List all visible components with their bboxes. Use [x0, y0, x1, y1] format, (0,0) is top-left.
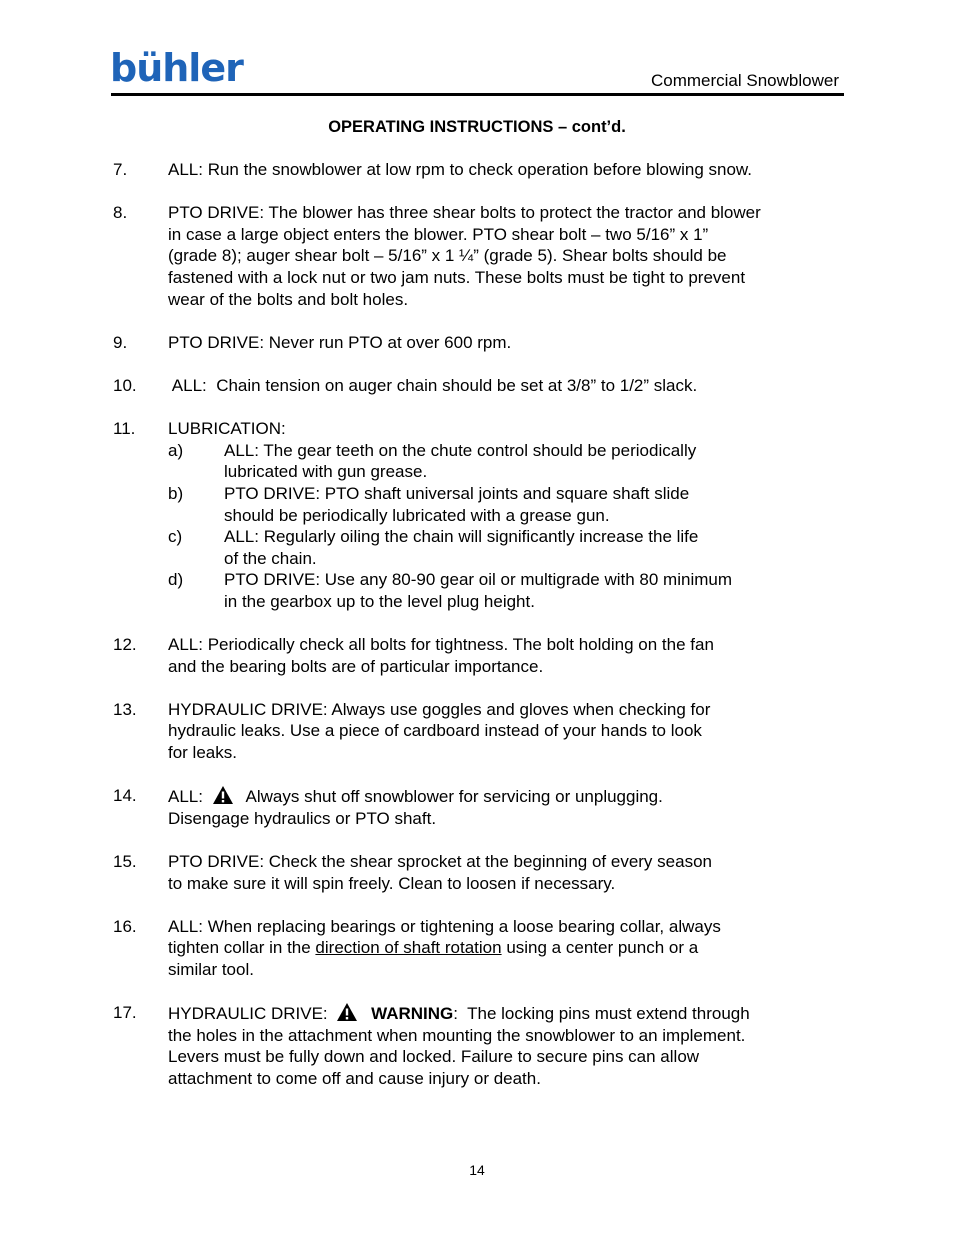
list-item-7 — [113, 159, 853, 181]
sub-item-line: in the gearbox up to the level plug height. — [224, 591, 535, 611]
sub-item-letter: a) — [168, 440, 184, 460]
item-prefix: ALL: — [168, 787, 203, 807]
item-text-line: wear of the bolts and bolt holes. — [168, 289, 409, 309]
sub-item-line: of the chain. — [224, 548, 317, 568]
item-number: 14. — [113, 786, 137, 806]
list-item-16 — [113, 916, 853, 981]
item-text-line: attachment to come off and cause injury or death. — [168, 1068, 541, 1088]
list-item-8 — [113, 202, 853, 310]
item-text: Always shut off snowblower for servicing or unplugging. — [245, 787, 663, 807]
section-title: OPERATING INSTRUCTIONS – cont’d. — [328, 118, 626, 136]
sub-item-c — [168, 526, 853, 569]
item-number: 17. — [113, 1003, 137, 1023]
item-text: using a center punch or a — [501, 938, 699, 958]
item-text: PTO DRIVE: Never run PTO at over 600 rpm. — [168, 332, 512, 352]
sub-item-letter: b) — [168, 483, 184, 503]
header-rule — [111, 93, 844, 96]
item-text-line: PTO DRIVE: The blower has three shear bolts to protect the tractor and blower — [168, 203, 761, 223]
item-number: 10. — [113, 375, 137, 395]
item-text-line: and the bearing bolts are of particular importance. — [168, 656, 544, 676]
warning-triangle-icon — [212, 785, 234, 805]
list-item-13 — [113, 699, 853, 764]
sub-item-b — [168, 483, 853, 526]
item-text-line — [168, 937, 853, 959]
sub-item-d — [168, 569, 853, 612]
item-text-line: ALL: When replacing bearings or tightening a loose bearing collar, always — [168, 916, 721, 936]
sub-item-line: ALL: Regularly oiling the chain will significantly increase the life — [224, 527, 699, 547]
list-item-12 — [113, 634, 853, 677]
item-text-line: to make sure it will spin freely. Clean to loosen if necessary. — [168, 873, 616, 893]
item-text-line: fastened with a lock nut or two jam nuts. These bolts must be tight to prevent — [168, 267, 746, 287]
item-text: tighten collar in the — [168, 938, 316, 958]
sub-item-letter: c) — [168, 527, 183, 547]
list-item-17 — [113, 1002, 853, 1089]
item-text-line: Levers must be fully down and locked. Failure to secure pins can allow — [168, 1047, 700, 1067]
sub-item-line: lubricated with gun grease. — [224, 462, 428, 482]
warning-label: WARNING — [371, 1004, 454, 1024]
item-text-line: hydraulic leaks. Use a piece of cardboard instead of your hands to look — [168, 721, 702, 741]
item-text-line: PTO DRIVE: Check the shear sprocket at the beginning of every season — [168, 852, 712, 871]
list-item-15 — [113, 851, 853, 894]
item-text: ALL: Run the snowblower at low rpm to check operation before blowing snow. — [168, 160, 752, 179]
sub-item-line: PTO DRIVE: PTO shaft universal joints and square shaft slide — [224, 483, 690, 503]
list-item-9 — [113, 332, 853, 354]
item-number: 12. — [113, 635, 137, 655]
list-item-10 — [113, 375, 853, 397]
list-item-14 — [113, 785, 853, 829]
item-text-line: similar tool. — [168, 959, 254, 979]
sub-item-letter: d) — [168, 570, 184, 590]
item-text-line: HYDRAULIC DRIVE: Always use goggles and gloves when checking for — [168, 699, 711, 719]
item-text-line: for leaks. — [168, 743, 237, 763]
sub-item-a — [168, 440, 853, 483]
item-label: LUBRICATION: — [168, 419, 286, 439]
sub-item-line: PTO DRIVE: Use any 80-90 gear oil or multigrade with 80 minimum — [224, 570, 732, 590]
list-item-11 — [113, 418, 853, 612]
warning-triangle-icon — [336, 1002, 358, 1022]
item-number: 9. — [113, 332, 128, 352]
document-subtitle: Commercial Snowblower — [650, 71, 839, 90]
item-number: 13. — [113, 699, 137, 719]
item-number: 16. — [113, 916, 137, 936]
item-text-line: ALL: Periodically check all bolts for tightness. The bolt holding on the fan — [168, 635, 714, 655]
item-text-line: in case a large object enters the blower. PTO shear bolt – two 5/16” x 1” — [168, 224, 709, 244]
sub-item-line: ALL: The gear teeth on the chute control should be periodically — [224, 440, 697, 460]
item-prefix: HYDRAULIC DRIVE: — [168, 1004, 328, 1024]
item-number: 11. — [113, 419, 136, 439]
item-text-line — [168, 1002, 853, 1025]
item-text-line: the holes in the attachment when mounting the snowblower to an implement. — [168, 1025, 746, 1045]
item-text-line: Disengage hydraulics or PTO shaft. — [168, 808, 437, 828]
item-number: 15. — [113, 852, 137, 871]
item-number: 7. — [113, 160, 128, 179]
page-number: 14 — [469, 1162, 485, 1178]
item-text-line — [168, 785, 853, 808]
item-text-line: (grade 8); auger shear bolt – 5/16” x 1 ¼” (grade 5). Shear bolts should be — [168, 246, 727, 266]
underlined-text: direction of shaft rotation — [315, 938, 502, 958]
item-number: 8. — [113, 203, 128, 223]
instructions-list — [113, 159, 853, 1111]
sub-item-line: should be periodically lubricated with a grease gun. — [224, 505, 610, 525]
item-text: ALL: Chain tension on auger chain should be set at 3/8” to 1/2” slack. — [168, 375, 698, 395]
buhler-logo: bühler — [110, 46, 243, 90]
item-text: : The locking pins must extend through — [453, 1004, 750, 1024]
